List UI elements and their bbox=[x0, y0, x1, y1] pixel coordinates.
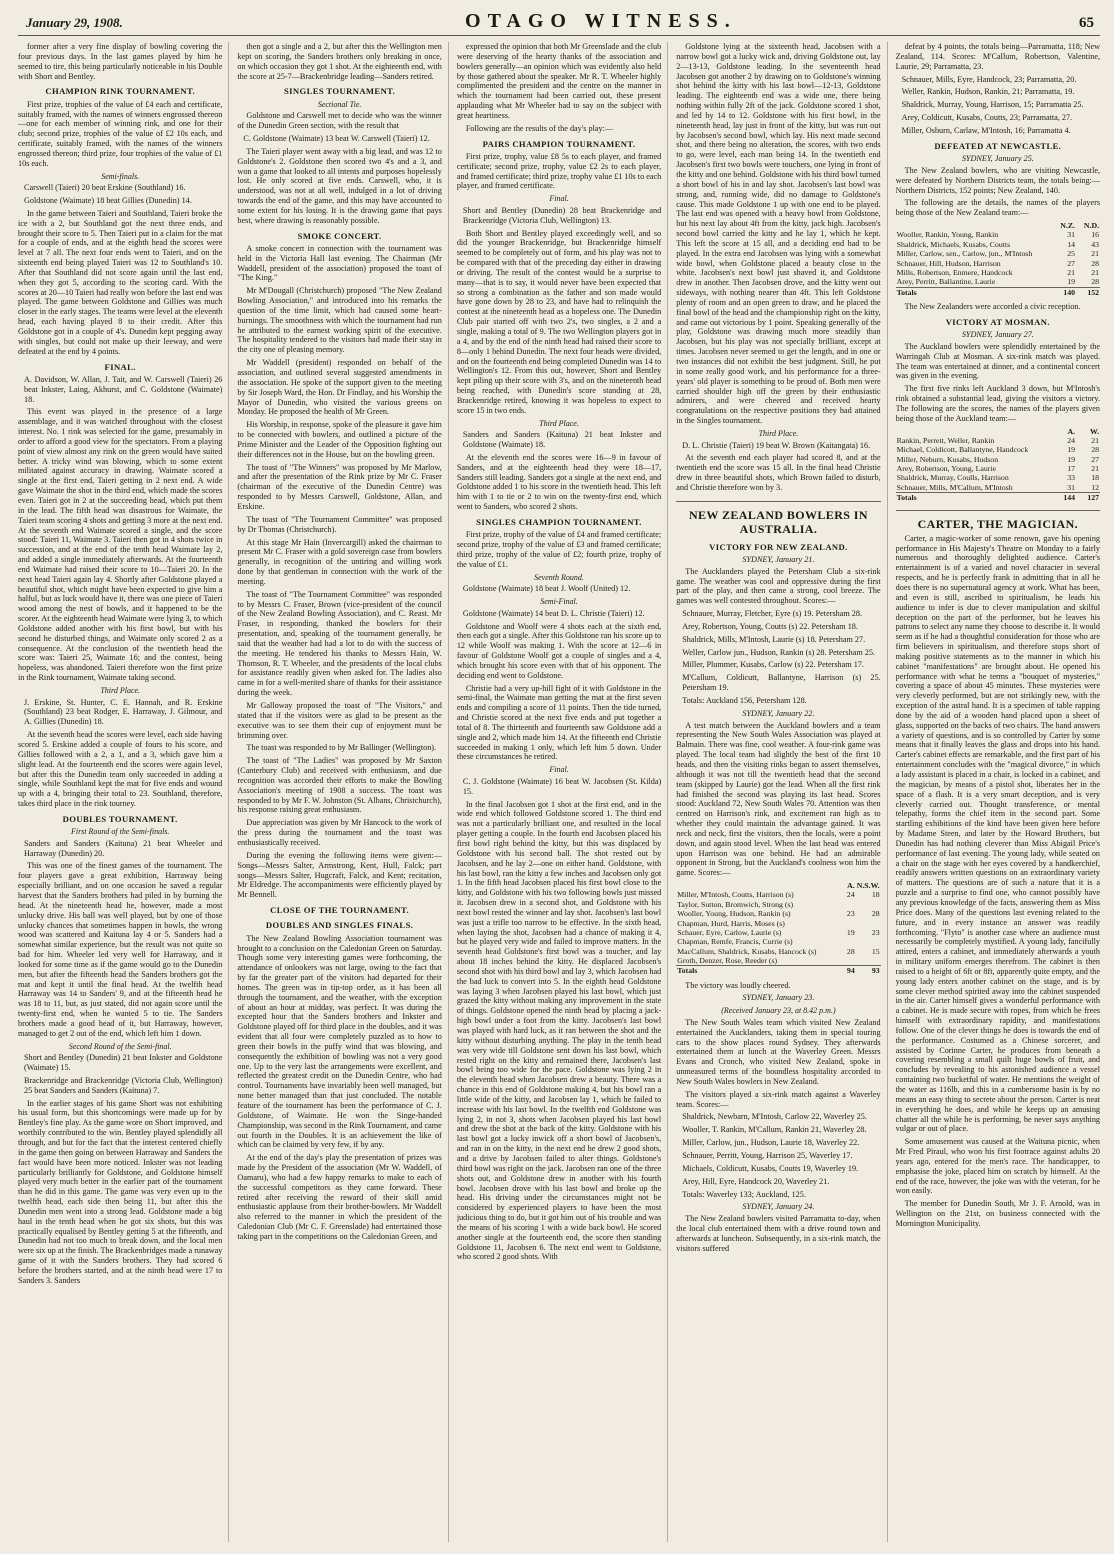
score-row bbox=[896, 473, 1100, 482]
rink-players: Miller, Carlow, sen., Carlow, jun., M'Intosh bbox=[896, 249, 1033, 259]
score-cell: 18 bbox=[1091, 473, 1100, 483]
rink-players: Chapman, Remfe, Francis, Currie (s) bbox=[677, 937, 793, 947]
paragraph: The New Zealand bowlers, who are visiting Newcastle, were defeated by Northern Districts team, the totals being:—Northern Districts, 152 points; New Zealand, 140. bbox=[895, 165, 1101, 195]
sub-heading: Semi-finals. bbox=[101, 171, 140, 181]
paragraph: In the final Jacobsen got 1 shot at the first end, and in the wide end which followed Goldstone scored 1. The third end was not a particularly brilliant one, and resulted in the local player getting a couple. In the fourth end Jacobsen placed his first bowl right behind the kitty, but this was displaced by Goldstone with his second ball. The shot rested out by Jacobsen, and he lay 2—one on either hand. Goldstone, with his last bowl, ran the kitty a few inches and Jacobsen only got 1. In the fifth head Jacobsen placed his first bowl close to the kitty, and Goldstone with his two following bowls just missed it. Jacobsen drew in a second shot, and Goldstone with his next bowl rested the winner and lay shot. Jacobsen's last bowl was just a trifle too narrow to be effective. In the sixth head, when laying the shot, Jacobsen had a chance of making it 4, but he played very wide and failed to improve matters. In the seventh head Goldstone's first bowl was a toucher, and lay about 18 inches behind the kitty. He displaced Jacobsen's second shot with his third bowl and lay 3, which Jacobsen had the bad luck to convert into 5. In the eighth head Goldstone was laying 3 when Jacobsen played his last bowl, which just grazed the kitty without making any improvement in the state of things. Goldstone opened the ninth head by placing a jack-high bowl under a foot from the kitty. Jacobsen's last bowl was played with hard luck, as it ran between the shot and the kitty without disturbing anything. The play in the tenth head was very wide till Goldstone sent down his last bowl, which rested right on the kitty and remained there, Jacobsen's last bowl being too wide for the pace. Goldstone was lying 2 in the eleventh head when Jacobsen drew a beauty. There was a chance in this end of Goldstone making 4, but his bowl ran a little wide of the kitty, and Jacobsen lay 1, which he failed to increase with his last bowl. In the twelfth end Goldstone was lying 2, in not 3, shots when Jacobsen played his last bowl and drew the shot at the back of the kitty. Goldstone with his last bowl got a lucky inwick off a short bowl of Jacobsen's, and ran in on the kitty, in the next end he drew 2 good shots, and a drive by Jacobsen failed to alter things. Goldstone's third bowl was right on the jack. Jacobsen ran one of the three shots out, and Goldstone drew in another with his fourth bowl. Jacobsen drove with his last bowl and broke up the head. His driving under the circumstances might not be considered by experienced players to have been the most judicious thing to do, but it got him out of his trouble and was the means of his scoring 1 with a wide back bowl. He scored another single at the fourteenth end, the score then standing Goldstone 11, Jacobsen 6. The next end went to Goldstone, who scored 2 good shots. With bbox=[456, 799, 662, 1262]
article-headline: NEW ZEALAND BOWLERS IN AUSTRALIA. bbox=[676, 501, 880, 537]
score-row bbox=[676, 919, 880, 928]
result-line: Short and Bentley (Dunedin) 28 beat Brackenridge and Brackenridge (Victoria Club, Wellington) 13. bbox=[462, 205, 662, 225]
sub-heading: Seventh Round. bbox=[534, 572, 584, 582]
totals-label: Totals bbox=[896, 287, 1052, 297]
score-cell: 28 bbox=[1091, 445, 1100, 455]
score-row bbox=[896, 230, 1100, 239]
paragraph: The New South Wales team which visited New Zealand entertained the Aucklanders, taking them in special touring cars to the show places round Sydney. They afterwards entertained them at lunch at the Waverley Green. Messrs Evans and Cronch, who visited New Zealand, spoke in unmeasured terms of the boundless hospitality accorded to New South Wales bowlers in New Zealand. bbox=[676, 1017, 881, 1086]
score-cell bbox=[856, 900, 881, 909]
result-line: Brackenridge and Brackenridge (Victoria Club, Wellington) 25 beat Sanders and Sanders (Kaituna) 7. bbox=[24, 1075, 223, 1095]
score-total-row bbox=[896, 287, 1100, 297]
score-row bbox=[676, 900, 880, 909]
paragraph: The New Zealand bowlers visited Parramatta to-day, when the local club entertained them with a drive round town and afterwards at luncheon. Subsequently, in a six-rink match, the visitors suffered bbox=[676, 1214, 881, 1253]
paragraph: The Auckland bowlers were splendidly entertained by the Warringah Club at Mosman. A six-rink match was played. The team was entertained at dinner, and a continental concert was given in the evening. bbox=[895, 341, 1101, 381]
score-cell bbox=[856, 937, 881, 946]
result-line: Miller, Osburn, Carlaw, M'Intosh, 16; Parramatta 4. bbox=[901, 125, 1071, 135]
rink-players: Taylor, Sutton, Bromwich, Strong (s) bbox=[677, 899, 794, 909]
section-heading: DEFEATED AT NEWCASTLE. bbox=[934, 140, 1062, 151]
sub-heading: Third Place. bbox=[539, 418, 579, 428]
paragraph: At the seventh head the scores were level, each side having scored 5. Erskine added a couple of fours to his score, and Gillies followed with a 2, a 1, and a 3, which gave him a slight lead. At the fourteenth end the scores were again level, but after this the Dunedin team only succeeded in adding a single, while Southland kept the mat for five ends and wound up with a 4, bringing their total to 23. Southland, therefore, takes third place in the rink tourney. bbox=[18, 730, 223, 809]
paragraph: Mr M'Dougall (Christchurch) proposed "The New Zealand Bowling Association," and introduced into his remarks the question of the time limit, which had caused some heart-burnings. The smoothness with which the tournament had run he attributed to the earnest working spirit of the executive. The hospitality tendered to the visitors had made their stay in the city one of pleasing memory. bbox=[237, 286, 442, 355]
score-row bbox=[896, 445, 1100, 454]
result-line: Arey, Hill, Eyre, Handcock 20, Waverley 21. bbox=[682, 1176, 830, 1186]
result-line: Sanders and Sanders (Kaituna) 21 beat Inkster and Goldstone (Waimate) 18. bbox=[462, 430, 662, 450]
result-line: Arey, Robertson, Young, Coutts (s) 22. Petersham 18. bbox=[682, 621, 858, 631]
result-line: Miller, Carlow, jun., Hudson, Laurie 18, Waverley 22. bbox=[682, 1138, 860, 1148]
result-line: C. Goldstone (Waimate) 13 beat W. Carswell (Taieri) 12. bbox=[243, 133, 430, 143]
score-row bbox=[676, 937, 880, 946]
section-heading: SINGLES CHAMPION TOURNAMENT. bbox=[476, 516, 642, 527]
paragraph: At the eleventh end the scores were 16—9 in favour of Sanders, and at the eighteenth head they were 18—17, Sanders still leading. Sanders got a single at the next end, and Goldstone added 1 to his score in the twentieth head. This left him with 1 to tie or 2 to win on the twenty-first end, which went to Sanders, who scored 2 shots. bbox=[456, 452, 662, 512]
paragraph: A test match between the Auckland bowlers and a team representing the New South Wales Association was played at Balmain. There was fine, cool weather. A four-rink game was played. The local team had slightly the best of the first 10 heads, and then the visiting rinks began to assert themselves, although it was not till the twentieth head that the second team (skipped by Laurie) got the lead. When all the first rink had finished the second was playing its last head. Scores stood: Auckland 72, New South Wales 70. Attention was then centred on Harrison's rink, and excitement ran high as to whether they could maintain the advantage gained. It was neck and neck, first the visitors, then the locals, were a point down, and again stood level. When the last head was entered upon Harrison was one behind. He had an admirable opponent in Strong, but the Auckland's coolness won him the game. Scores:— bbox=[676, 720, 881, 878]
paragraph: A smoke concert in connection with the tournament was held in the Victoria Hall last evening. The Chairman (Mr Waddell, president of the association) proposed the toast of "The King." bbox=[237, 243, 442, 283]
score-cell: 27 bbox=[1067, 258, 1076, 268]
score-cell: 24 bbox=[846, 890, 855, 900]
score-total-row bbox=[896, 493, 1100, 503]
paragraph: This event was played in the presence of a large assemblage, and it was watched throughout with the closest interest. No. 1 rink was selected for the game, presumably in order to afford a good view for the spectators. From a playing point of view almost any rink on the green would have suited better. A tricky wind was blowing, which to some extent militated against accuracy in drawing. Waimate scored a single at the first end, Taieri getting in 2 next end. A wide gave Waimate the shot in the third end, which made the scores even. Taieri got in 2 at the succeeding head, which put them in the lead. The fifth head was disastrous for Waimate, the Taieri team scoring 4 shots and getting 3 more at the next end. At the seventh end Waimate scored a single, and the score stood: Taieri 11, Waimate 3. Taieri then got in 4 shots twice in succession, and at the end of the tenth head Waimate lay 2, and added a single immediately afterwards. At the fourteenth end Waimate had raised their score to 10—Taieri 20. In the next head Taieri again lay 4. Shortly after Goldstone played a beautiful shot, which might have been expected to give him a halful, but as luck would have it, there was one piece of Taieri wood among the nest of bowls, and it happened to be the scorer. At the eighteenth head Waimate were lying 3, to which Goldstone added another with his first bowl, but with his second he disturbed things, and Waimate only scored 2 as a consequence. At the conclusion of the twentieth head the score was: Taieri 25, Waimate 16; and the contest, being hopeless, was abandoned. Taieri therefore won the first prize in the Rink tournament, Waimate taking second. bbox=[18, 407, 223, 683]
result-line: Goldstone (Waimate) 18 beat J. Woolf (United) 12. bbox=[462, 584, 631, 594]
score-cell: 19 bbox=[1067, 445, 1076, 455]
score-row bbox=[896, 464, 1100, 473]
score-cell: 31 bbox=[1067, 482, 1076, 492]
score-cell: 21 bbox=[1091, 464, 1100, 473]
masthead bbox=[18, 10, 1100, 36]
result-line: Weller, Carlow jun., Hudson, Rankin (s) 28. Petersham 25. bbox=[682, 647, 875, 657]
score-header-cell: W. bbox=[1090, 426, 1100, 436]
paragraph: At the seventh end each player had scored 8, and at the twentieth end the score was 15 all. In the final head Christie drew in three beautiful shots, which Brown failed to disturb, and Christie therefore won by 3. bbox=[676, 453, 881, 492]
section-heading: SINGLES TOURNAMENT. bbox=[283, 86, 396, 97]
dateline: SYDNEY, January 22. bbox=[742, 708, 815, 718]
paragraph: In the game between Taieri and Southland, Taieri broke the ice with a 2, but Southland got the next three ends, and brought their score to 5. Then Taieri put in a claim for the mat for a couple of ends, and at the eighth head the scores were level at 7 all. The next four ends went to Taieri, and on the sixteenth end being played Taieri was 12 to Southland's 10. After that Southland did not score again until the last end, when they got 5, according to the scoring card. With the scores at 20—10 Taieri had really won before the last end was played. The game between Goldstone and Gillies was much closer in the early stages. The teams were level at the eleventh head, each having played 8 to their credit. After this Goldstone got in a couple of 4's. Dunedin kept pegging away with singles, but could not make up their leeway, and were defeated at the end by 4 points. bbox=[18, 208, 223, 356]
newspaper-title: OTAGO WITNESS. bbox=[465, 10, 737, 32]
sub-heading: Final. bbox=[549, 765, 569, 775]
dateline: SYDNEY, January 21. bbox=[742, 554, 815, 564]
section-heading: PAIRS CHAMPION TOURNAMENT. bbox=[482, 138, 636, 149]
paragraph: Some amusement was caused at the Waituna picnic, when Mr Fred Piraul, who won his first footrace against adults 20 years ago, entered for the men's race. The handicapper, to emphasise the joke, placed him on scratch by himself. At the end of the race, however, the joke was with the veteran, for he won easily. bbox=[895, 1137, 1101, 1196]
score-cell: 25 bbox=[1067, 249, 1076, 259]
section-heading: FINAL. bbox=[104, 361, 136, 372]
paragraph: Carter, a magic-worker of some renown, gave his opening performance in His Majesty's Theatre on Monday to a fairly numerous and thoroughly delighted audience. Carter's entertainment is of a varied and novel character in several respects, and he is perfectly frank in admitting that in all he does there is no supernatural agency at work. What has been, and even is still, ascribed to spiritualism, he leads his audience to infer is due to clever manipulation and skilful deception on the part of the performer, but he leaves his patrons to select any name they choose to describe it. It would seem as if he had a thoughtful consideration for those who are firm believers in spiritualism, and therefore stops short of making positive statements as to the manner in which his cabinet "manifestations" are brought about. He opened his performance with what he terms a "bouquet of mysteries," covering a space of about 45 minutes. These mysteries were very cleverly performed, but are not strikingly new, with the exception of the astral hand. It is a specimen of table rapping done by the aid of a wooden hand placed upon a sheet of glass, supported on the backs of two chairs. The hand answers a variety of questions, and is so controlled by Carter by some means that it finally leaves the glass and drops into his hand. Carter's cabinet effects are remarkable, and the first part of his entertainment concludes with the "magical divorce," in which a lady assistant is placed in a chair, is locked in a cabinet, and the magician, by means of a pistol shot, liberates her in the space of a flash. It is a very smart deception, and is very cleverly carried out. Thought transference, or mental telepathy, forms the chief item in the second part. Some startling exhibitions of the kind have been given here before by Madame Steen, and later by the Howard Brothers, but Dunedin has had nothing cleverer than Miss Abigail Price's performance of last evening. The young lady, while seated on a chair on the stage with her eyes covered by a handkerchief, readily answers written questions on an extraordinary variety of matters. The questions are of such a nature that it is a puzzle and a surprise to find one, who cannot possibly have any previous knowledge of the facts, answering them as Miss Price does. Many of the questions last evening related to the future, and in every instance an answer was readily forthcoming. "Flyto" is another case where an audience must necessarily be completely mystified. A young lady, fancifully attired, enters a cabinet, and immediately afterwards a youth in military uniform emerges therefrom. The cabinet is then raised to a height of 6ft or 8ft, apparently quite empty, and the young lady enters another cabinet on the stage, and is by some clever method spirited away into the cabinet suspended in the air. Carter himself gives a wonderful performance with a cabinet. He is made secure with ropes, from which he frees himself with extraordinary rapidity, and manifestations follow. One of the clever things he does is towards the end of the performance. Costumed as a Chinese sorcerer, and assisted by Corinne Carter, he produces from beneath a covering resembling a small quilt huge bowls of fruit, and concludes by revealing to his astonished audience a vessel containing two bucketful of water. He mentions the weight of the water as 116lb, and this in a cumbersome basin is by no means an easy thing to secrete about the person. Carter is neat in everything he does, and while he keeps up an amusing chatter all the while he is performing, he never says anything vulgar or out of place. bbox=[895, 533, 1101, 1134]
column-2 bbox=[237, 42, 448, 1542]
page-number: 65 bbox=[1079, 15, 1094, 31]
section-heading: DOUBLES TOURNAMENT. bbox=[62, 813, 178, 824]
rink-players: Miller, Neburn, Kusabs, Hudson bbox=[896, 454, 999, 464]
result-line: Weller, Rankin, Hudson, Rankin, 21; Parramatta, 19. bbox=[901, 87, 1075, 97]
paragraph: former after a very fine display of bowling covering the four previous days. In the last games played by him he seemed to tire, this being particularly noticeable in his Double with Short and Bentley. bbox=[18, 42, 223, 81]
rink-players: Miller, M'Intosh, Coutts, Harrison (s) bbox=[677, 890, 794, 900]
paragraph: First prize, trophies of the value of £4 each and certificate, suitably framed, with the names of winners engrossed thereon—one for each member of winning rink, and one for their club; second prize, trophies of the value of £2 10s each, and certificate, suitably framed, with the names of the winners engrossed thereon; third prize, four trophies of the value of £1 10s each. bbox=[18, 99, 223, 168]
score-total: 93 bbox=[856, 966, 881, 976]
score-row bbox=[676, 928, 880, 937]
section-heading: DOUBLES AND SINGLES FINALS. bbox=[265, 920, 414, 931]
score-cell bbox=[832, 956, 856, 966]
score-header-cell: A. bbox=[847, 881, 855, 891]
sub-heading: (Received January 23, at 8.42 p.m.) bbox=[721, 1006, 836, 1016]
paragraph: The New Zealand Bowling Association tournament was brought to a conclusion on the Caledonian Green on Saturday. Though some very interesting games were forthcoming, the attendance of onlookers was not large, owing to the fact that by far the greater part of the visitors had departed for their homes. The green was in tip-top order, as it has been all through the tournament, and the weather, with the exception of about an hour at midday, was perfect. It was during the excepted hour that the Sanders brothers and Inkster and Goldstone played off for third place in the doubles, and it was evident that all four were completely puzzled as to how to green their bowls in the puffy wind that was blowing, and consequently the exhibition of bowling was not a very good one. Up to the very last the arrangements were excellent, and reflected the greatest credit on the Dunedin Centre, who had control. Tournaments have invariably been well managed, but none better managed than that just concluded. The notable feature of the tournament has been the performance of C. J. Goldstone, of Waimate. He won the Singe-handed Championship, was second in the Rink Tournament, and came out fourth in the Doubles. It is an achievement the like of which can be claimed by very few, if by any. bbox=[237, 933, 442, 1150]
score-total-row bbox=[676, 966, 880, 976]
paragraph: expressed the opinion that both Mr Greenslade and the club were deserving of the hearty thanks of the association and bowlers generally—an opinion which was evidently also held by those gathered about the speaker. Mr R. T. Wheeler highly complimented the president and the centre on the manner in which the tournament had been carried out, these present applauding what Mr Wheeler had to say on the subject with great heartiness. bbox=[456, 42, 662, 120]
paragraph: The visitors played a six-rink match against a Waverley team. Scores:— bbox=[676, 1089, 881, 1109]
score-row bbox=[896, 277, 1100, 287]
result-line: Shaldrick, Newbarn, M'Intosh, Carlow 22, Waverley 25. bbox=[682, 1112, 867, 1122]
result-line: J. Erskine, St. Hunter, C. E. Hannah, and R. Erskine (Southland) 23 beat Rodger, E. Harraway, J. Gilmour, and A. Gillies (Dunedin) 18. bbox=[24, 697, 223, 727]
score-table-header bbox=[676, 881, 880, 890]
sub-heading: First Round of the Semi-finals. bbox=[70, 827, 170, 837]
paragraph: Goldstone lying at the sixteenth head, Jacobsen with a narrow bowl got a lucky wick and, driving Goldstone out, lay 2—13-13, Goldstone leading. In the seventeenth head Jacobsen got another 2 by drawing on to Goldstone's winning shot behind the kitty with his last bowl—12-13, Goldstone leading. The eighteenth end was a wide one, there being nothing within fully 2ft of the jack. Goldstone scored 1 shot, and led by 14 to 12. Goldstone with his first bowl, in the nineteenth head, lay just in front of the kitty, but was run out by Jacobsen's second bowl, which lay. His next made second shot, and there being no alteration, the scores, with two ends to go, were level, each man being 14. In the twentieth end Jacobsen's first two bowls were touchers, one lying in front of the kitty and one behind. Goldstone with his third bowl turned a short bowl of his in and lay shot. Jacobsen's last bowl was strong, and, running wide, did no damage to Goldstone's cause. This made Goldstone 1 up with one end to be played. The last end was opened with a heavy bowl from Goldstone, but his next lay about 4ft from the kitty, jack high. Jacobsen's second bowl carried the kitty and he lay 1, which he kept. This left the score at 15 all, and a deciding end had to be played. In the extra end Jacobsen was lying with a somewhat wide bowl, when Goldstone placed a beauty close to the white. Jacobsen's next bowl just shaved it, and Goldstone drew in another. Then Jacobsen drove, and the kitty went out sideways, with nothing nearer than 4ft. This left Goldstone plenty of room and an open green to draw, and he placed the final bowl of the head and the championship right on the kitty, and came out victorious by 1 point. Speaking generally of the play, Goldstone was drawing much more steadily than Jacobsen, but his play was not specially brilliant, except at times. Jacobsen never seemed to get the length, and in one or two instances did not exhibit the best judgment. Still, he put in some really good work, and his performance for a three-years' old player is something to be proud of. Both men were carried shoulder high off the green by their enthusiastic admirers, and were cheered and received hearty congratulations on the respective positions they had attained in the Singles tournament. bbox=[676, 42, 881, 426]
score-row bbox=[676, 909, 880, 918]
sub-heading: Sectional Tie. bbox=[317, 99, 362, 109]
result-line: Schnauer, Murray, Fletcher, Eyre (s) 19. Petersham 28. bbox=[682, 609, 863, 619]
totals-label: Totals bbox=[676, 966, 832, 976]
paragraph: The member for Dunedin South, Mr J. F. Arnold, was in Wellington on the 21st, on business connected with the Mornington Municipality. bbox=[895, 1199, 1101, 1228]
score-header-cell bbox=[896, 221, 1052, 230]
score-row bbox=[896, 455, 1100, 464]
rink-players: Shaldrick, Murray, Coulls, Harrison bbox=[896, 473, 1009, 483]
score-table-header bbox=[896, 221, 1100, 230]
result-line: Miller, Plummer, Kusabs, Carlow (s) 22. Petersham 17. bbox=[682, 660, 864, 670]
score-cell: 24 bbox=[1067, 435, 1076, 445]
rink-players: Shaldrick, Michaels, Kusabs, Coutts bbox=[896, 239, 1011, 249]
rink-players: Schauer, Eyre, Carlow, Laurie (s) bbox=[677, 927, 782, 937]
paragraph: During the evening the following items were given:—Songs—Messrs Salter, Armstrong, Kent, Hull, Falck; part songs—Messrs Salter, Hugcraft, Falck, and Kent; recitation, Mr Eldredge. The accompaniments were efficiently played by Mr Bennell. bbox=[237, 850, 442, 900]
rink-players: MacCallum, Shaldrick, Kusabs, Hancock (s) bbox=[677, 946, 817, 956]
paragraph: Mr Galloway proposed the toast of "The Visitors," and stated that if the visitors were as glad to be present as the executive was to see them their cup of enjoyment must be brimming over. bbox=[237, 701, 442, 740]
score-table bbox=[676, 881, 880, 975]
result-line: Shaldrick, Murray, Young, Harrison, 15; Parramatta 25. bbox=[901, 100, 1084, 110]
paragraph: Following are the results of the day's play:— bbox=[465, 123, 614, 133]
paragraph: The toast of "The Winners" was proposed by Mr Marlow, and after the presentation of the Rink prize by Mr C. Fraser (chairman of the executive of the Dunedin Centre) was responded to by Messrs Carswell, Goldstone, Allan, and Erskine. bbox=[237, 462, 442, 511]
score-row bbox=[896, 483, 1100, 493]
rink-players: Rankin, Perrett, Weller, Rankin bbox=[896, 435, 995, 445]
score-header-cell: A. bbox=[1067, 426, 1076, 436]
paragraph: At this stage Mr Hain (Invercargill) asked the chairman to present Mr C. Fraser with a gold sovereign case from bowlers generally, in recognition of the untiring and willing work done by that gentleman in connection with the work of the meeting. bbox=[237, 537, 442, 586]
score-cell: 21 bbox=[1091, 435, 1100, 445]
paragraph: Goldstone and Woolf were 4 shots each at the sixth end, then each got a single. After this Goldstone ran his score up to 12 while Woolf was making 1. With the score at 12—6 in favour of Goldstone Woolf got a couple of singles and a 4, which brought his score even with that of his opponent. The deciding end went to Goldstone. bbox=[456, 621, 662, 680]
score-cell bbox=[832, 937, 856, 946]
rink-players: Wooller, Rankin, Young, Rankin bbox=[896, 230, 999, 240]
rink-players: Michael, Coldicott, Ballantyne, Handcock bbox=[896, 445, 1029, 455]
score-cell: 33 bbox=[1067, 473, 1076, 483]
paragraph: Christie had a very up-hill fight of it with Goldstone in the semi-final, the Waimate man getting the mat at the first seven ends and compiling a score of 11 points. Then the tide turned, and Christie scored at the next five ends and put together a total of 8. The thirteenth and fourteenth saw Goldstone add a single and 2, which made him 14. At the fifteenth end Christie succeeded in making 1 only, which left him 5 down. Under these circumstances he retired. bbox=[456, 683, 662, 762]
paragraph: His Worship, in response, spoke of the pleasure it gave him to be connected with bowlers, and outlined a picture of the Prime Minister and the Leader of the Opposition fighting out their differences not in the House, but on the bowling green. bbox=[237, 420, 442, 459]
result-line: Carswell (Taieri) 20 beat Erskine (Southland) 16. bbox=[24, 183, 186, 193]
score-total: 144 bbox=[1052, 493, 1076, 503]
score-cell: 28 bbox=[1091, 258, 1100, 268]
section-heading: VICTORY AT MOSMAN. bbox=[945, 316, 1050, 327]
rink-players: Wooller, Young, Hudson, Rankin (s) bbox=[677, 909, 791, 919]
column-1 bbox=[18, 42, 229, 1542]
paragraph: The Taieri player went away with a big lead, and was 12 to Goldstone's 2. Goldstone then scored two 4's and a 3, and won a game that looked to all intents and purposes hopelessly lost. He only scored at five ends. Carswell, who, it is understood, was not at all well, indulged in a lot of driving towards the end of the game, and this may have accounted to some extent for his losing. It is the drawing game that pays best, where drawing is reasonably possible. bbox=[237, 146, 442, 225]
score-cell: 21 bbox=[1091, 267, 1100, 277]
rink-players: Arey, Perritt, Ballantine, Laurie bbox=[896, 277, 996, 287]
column-3 bbox=[457, 42, 668, 1542]
rink-players: Chapman, Hurd, Harris, Moses (s) bbox=[677, 918, 785, 928]
sub-heading: Third Place. bbox=[758, 428, 799, 438]
score-table-header bbox=[896, 427, 1100, 436]
score-cell: 19 bbox=[1067, 277, 1076, 287]
result-line: Goldstone (Waimate) 18 beat Gillies (Dunedin) 14. bbox=[24, 196, 192, 206]
score-total: 94 bbox=[832, 966, 856, 976]
paragraph: The New Zealanders were accorded a civic reception. bbox=[904, 301, 1081, 311]
score-header-cell: N.D. bbox=[1083, 221, 1100, 231]
result-line: Arey, Coldicutt, Kusabs, Coutts, 23; Parramatta, 27. bbox=[901, 113, 1073, 123]
paragraph: Goldstone and Carswell met to decide who was the winner of the Dunedin Green section, with the result that bbox=[237, 111, 442, 131]
score-row bbox=[676, 947, 880, 956]
section-heading: SMOKE CONCERT. bbox=[297, 230, 382, 241]
rink-players: Schnauer, Hill, Hudson, Harrison bbox=[896, 258, 1001, 268]
paragraph: The first five rinks left Auckland 3 down, but M'Intosh's rink obtained a substantial lead, giving the visitors a victory. The following are the scores, the names of the players given being those of the Auckland team:— bbox=[895, 384, 1101, 423]
score-cell: 19 bbox=[846, 927, 855, 937]
paragraph: The Aucklanders played the Petersham Club a six-rink game. The weather was cool and oppressive during the first part of the play, and then came a strong, cool breeze. The games was well contested throughout. Scores:— bbox=[676, 566, 881, 606]
dateline: SYDNEY, January 24. bbox=[742, 1202, 815, 1212]
paragraph: The toast was responded to by Mr Ballinger (Wellington). bbox=[246, 743, 437, 753]
score-cell: 27 bbox=[1091, 454, 1100, 464]
score-row bbox=[676, 956, 880, 966]
score-cell: 28 bbox=[846, 946, 855, 956]
score-table bbox=[896, 221, 1100, 297]
sub-heading: Third Place. bbox=[100, 686, 141, 695]
score-cell: 31 bbox=[1067, 230, 1076, 240]
score-cell: 21 bbox=[1067, 267, 1076, 277]
rink-players: Mills, Robertson, Enmere, Handcock bbox=[896, 267, 1013, 277]
rink-players: Schnauer, Mills, M'Callum, M'Intosh bbox=[896, 482, 1013, 492]
score-cell: 18 bbox=[871, 890, 880, 900]
score-header-cell: N.S.W. bbox=[856, 881, 880, 891]
result-line: C. J. Goldstone (Waimate) 16 beat W. Jacobsen (St. Kilda) 15. bbox=[462, 776, 662, 796]
sub-heading: Second Round of the Semi-final. bbox=[68, 1041, 172, 1051]
paragraph: In the earlier stages of his game Short was not exhibiting his usual form, but this shortcomings were made up for by Bentley's fine play. As the game wore on Short improved, and worthily contributed to the win. Bentley played splendidly all through, and but for the fact that the interest centered chiefly in the game then going on between Harraway and Sanders the fact would have been more noticed. Inkster was not leading particularly brilliantly for Goldstone, and Goldstone himself played very much better in the earlier part of the tournament than he did in this game. The game was very even up to the twelfth head, each side then being 11, but after this the Dunedin men went into a strong lead. Goldstone made a big haul in the tenth head when he got six shots, but this was practically equalised by Bentley getting 5 at the fifteenth, and Dunedin had not too much to break down, and the local men were six up at the finish. The Brackenbridges made a runaway game of it with the Sanders brothers. They had scored 6 before the brothers started, and at the ninth head were 17 to Sanders 3. Sanders bbox=[18, 1098, 223, 1285]
column-4 bbox=[676, 42, 887, 1542]
issue-date: January 29, 1908. bbox=[26, 15, 123, 30]
score-header-cell: N.Z. bbox=[1060, 221, 1076, 231]
score-cell: 19 bbox=[1067, 454, 1076, 464]
result-line: Wooller, T. Rankin, M'Callum, Rankin 21, Waverley 28. bbox=[682, 1125, 867, 1135]
paragraph: First prize, trophy of the value of £4 and framed certificate; second prize, trophy of the value of £3 and framed certificate; third prize, trophy of the value of £2; fourth prize, trophy of the value of £1. bbox=[456, 530, 662, 569]
result-line: M'Callum, Coldicutt, Ballantyne, Harrison (s) 25. Petersham 19. bbox=[682, 673, 881, 693]
score-cell: 17 bbox=[1067, 464, 1076, 473]
score-cell bbox=[856, 956, 881, 966]
score-row bbox=[896, 268, 1100, 277]
score-row bbox=[896, 240, 1100, 249]
paragraph: The toast of "The Ladies" was proposed by Mr Saxton (Canterbury Club) and received with enthusiasm, and due recognition was accorded their efforts to make the Bowling Association's meeting of 1908 a success. The toast was responded to by Mr F. W. Johnston (St. Albans, Christchurch), his response raising great enthusiasm. bbox=[237, 756, 442, 815]
score-row bbox=[896, 249, 1100, 258]
result-line: A. Davidson, W. Allan, J. Tait, and W. Carswell (Taieri) 26 beat Inkster, Laing, Akhurst, and C. Goldstone (Waimate) 18. bbox=[24, 374, 223, 404]
paragraph: First prize, trophy, value £8 5s to each player, and framed certificate; second prize, trophy, value £2 2s to each player, and framed certificate; third prize, trophy value £1 10s to each player, and framed certificate. bbox=[456, 151, 662, 191]
paragraph: Both Short and Bentley played exceedingly well, and so did the younger Brackenridge, but Brackenridge himself seemed to be completely out of form, and his play was not to be compared with that of the preceding day either in drawing or driving. The result of the contest would be a surprise to many—that is to say, it would never have been expected that so strong a combination as the father and son made would have gone down by 28 to 23, and have had to relinquish the contest at the nineteenth head as a hopeless one. The Dunedin Club pair started off with two 2's, two singles, a 2 and a single, making a total of 9. The two Wellington players got in a 4, and by the end of the ninth head had raised their score to 8—only 1 behind Dunedin. The next four heads were divided, and on the fourteenth end being completed Dunedin was 14 to Wellington's 12. From this out, however, Short and Bentley kept piling up their score with 3's, and on the nineteenth head being reached, with Dunedin's score standing at 28, Brackenridge retired, knowing it was hopeless to expect to score 15 in two ends. bbox=[456, 228, 662, 415]
paragraph: defeat by 4 points, the totals being—Parramatta, 118; New Zealand, 114. Scores: M'Callum, Robertson, Valentine, Laurie, 29; Parramatta, 23. bbox=[895, 42, 1101, 71]
result-line: Totals: Auckland 156, Petersham 128. bbox=[682, 695, 807, 705]
result-line: Goldstone (Waimate) 14 beat D. L. Christie (Taieri) 12. bbox=[462, 608, 645, 618]
sub-heading: Final. bbox=[549, 194, 569, 204]
score-cell: 23 bbox=[846, 909, 855, 919]
score-table bbox=[896, 427, 1100, 503]
result-line: Shaldrick, Mills, M'Intosh, Laurie (s) 18. Petersham 27. bbox=[682, 634, 866, 644]
paragraph: At the end of the day's play the presentation of prizes was made by the President of the association (Mr W. Waddell, of Oamaru), who had a few happy remarks to make to each of the successful competitors as they came forward. These retired after receiving the reward of their skill amid enthusiastic applause from their brother-bowlers. Mr Waddell also referred to the manner in which the president of the Caledonian Club (Mr C. F. Greenslade) had entertained those taking part in the competitions on the Caledonian Green, and bbox=[237, 1153, 442, 1241]
paragraph: Mr Waddell (president) responded on behalf of the association, and outlined several suggested amendments in the association. He spoke of the support given to the meeting by Sir Joseph Ward, the Hon. Dr Findlay, and his Worship the Mayor of Dunedin, who visited the various greens on Monday. He proposed the health of Mr Green. bbox=[237, 358, 442, 417]
sub-heading: Semi-Final. bbox=[540, 597, 578, 607]
result-line: Michaels, Coldicutt, Kusabs, Coutts 19, Waverley 19. bbox=[682, 1163, 859, 1173]
dateline: SYDNEY, January 27. bbox=[961, 330, 1034, 340]
score-cell bbox=[832, 919, 856, 928]
totals-label: Totals bbox=[896, 493, 1052, 503]
result-line: Sanders and Sanders (Kaituna) 21 beat Wheeler and Harraway (Dunedin) 20. bbox=[24, 838, 223, 858]
paragraph: then got a single and a 2, but after this the Wellington men kept on scoring, the Sanders brothers only breaking in once, on which occasion they got 1 shot. At the eighteenth end, with the score at 25-7—Brackenbridge leading—Sanders retired. bbox=[237, 42, 442, 81]
score-cell: 43 bbox=[1091, 239, 1100, 249]
score-cell: 23 bbox=[871, 927, 880, 937]
score-cell: 28 bbox=[871, 909, 880, 919]
section-heading: CLOSE OF THE TOURNAMENT. bbox=[270, 905, 410, 916]
dateline: SYDNEY, January 23. bbox=[742, 993, 815, 1003]
score-cell: 21 bbox=[1091, 249, 1100, 259]
dateline: SYDNEY, January 25. bbox=[961, 154, 1034, 164]
score-cell: 16 bbox=[1091, 230, 1100, 240]
column-area bbox=[18, 42, 1100, 1542]
paragraph: Due appreciation was given by Mr Hancock to the work of the press during the tournament and the toast was enthusiastically received. bbox=[237, 818, 442, 847]
result-line: Short and Bentley (Dunedin) 21 beat Inkster and Goldstone (Waimate) 15. bbox=[24, 1053, 223, 1073]
rink-players: Arey, Robertson, Young, Laurie bbox=[896, 464, 996, 473]
score-total: 127 bbox=[1076, 493, 1100, 503]
paragraph: The victory was loudly cheered. bbox=[685, 980, 791, 990]
score-cell: 14 bbox=[1067, 239, 1076, 249]
article-headline: CARTER, THE MAGICIAN. bbox=[896, 510, 1100, 531]
result-line: Schnauer, Perritt, Young, Harrison 25, Waverley 17. bbox=[682, 1150, 853, 1160]
section-heading: VICTORY FOR NEW ZEALAND. bbox=[709, 541, 848, 552]
score-cell bbox=[856, 919, 881, 928]
score-total: 152 bbox=[1076, 287, 1100, 297]
paragraph: The toast of "The Tournament Committee" was proposed by Dr Thomas (Christchurch). bbox=[237, 514, 442, 534]
score-cell: 15 bbox=[871, 946, 880, 956]
rink-players: Groth, Denzer, Rose, Reeder (s) bbox=[677, 955, 778, 965]
score-row bbox=[896, 259, 1100, 268]
score-row bbox=[896, 436, 1100, 445]
score-header-cell bbox=[676, 881, 832, 890]
score-total: 140 bbox=[1052, 287, 1076, 297]
column-5 bbox=[896, 42, 1100, 1542]
section-heading: CHAMPION RINK TOURNAMENT. bbox=[45, 86, 196, 97]
score-cell: 12 bbox=[1091, 482, 1100, 492]
result-line: Schnauer, Mills, Eyre, Handcock, 23; Parramatta, 20. bbox=[901, 74, 1077, 84]
score-cell: 28 bbox=[1091, 277, 1100, 287]
score-row bbox=[676, 890, 880, 899]
result-line: D. L. Christie (Taieri) 19 beat W. Brown (Kaitangata) 16. bbox=[682, 440, 871, 450]
score-cell bbox=[832, 900, 856, 909]
result-line: Totals: Waverley 133; Auckland, 125. bbox=[682, 1189, 806, 1199]
paragraph: This was one of the finest games of the tournament. The four players gave a great exhibition, Harraway being especially brilliant, and on one occasion he saved a regular harvest that the Sanders brothers had piled in by burning the head. At the nineteenth head he, however, made a most unlucky drive. His ball was well played, but by one of those unlucky chances that sometimes happen in bowls, the wrong wood was scattered and Kaituna lay 4 or 5. Sanders had a somewhat similar experience, but the result was not quite so bad for him. Wheeler led very well for Harraway, and it looked for some time as if the game would go to the Dunedin men, but after the fifteenth head the Sanders brothers got the mat and kept it until the final head. At the twelfth head Harraway was 14 to Sanders' 9, and at the fifteenth head he was 18 to 11, but, as just stated, did not again score until the twenty-first end, when he wanted 5 to tie. The Sanders brothers made a good head of it, but Harraway, however, managed to get 2 out of the end, which left him 1 down. bbox=[18, 861, 223, 1038]
paragraph: The toast of "The Tournament Committee" was responded to by Messrs C. Fraser, Brown (vice-president of the council of the New Zealand Bowling Association), and C. Reast. Mr Fraser, in responding, thanked the bowlers for their presentation, and, speaking of the tournament generally, he said that the weather had had a lot to do with the success of the meeting. He tendered his thanks to Messrs Hain, W. Thomson, R. T. Wheeler, and the presidents of the local clubs for assistance readily given when asked for. The ladies also came in for a well-merited share of thanks for their assistance during the week. bbox=[237, 589, 442, 698]
paragraph: The following are the details, the names of the players being those of the New Zealand team:— bbox=[895, 198, 1101, 218]
score-header-cell bbox=[896, 427, 1052, 436]
